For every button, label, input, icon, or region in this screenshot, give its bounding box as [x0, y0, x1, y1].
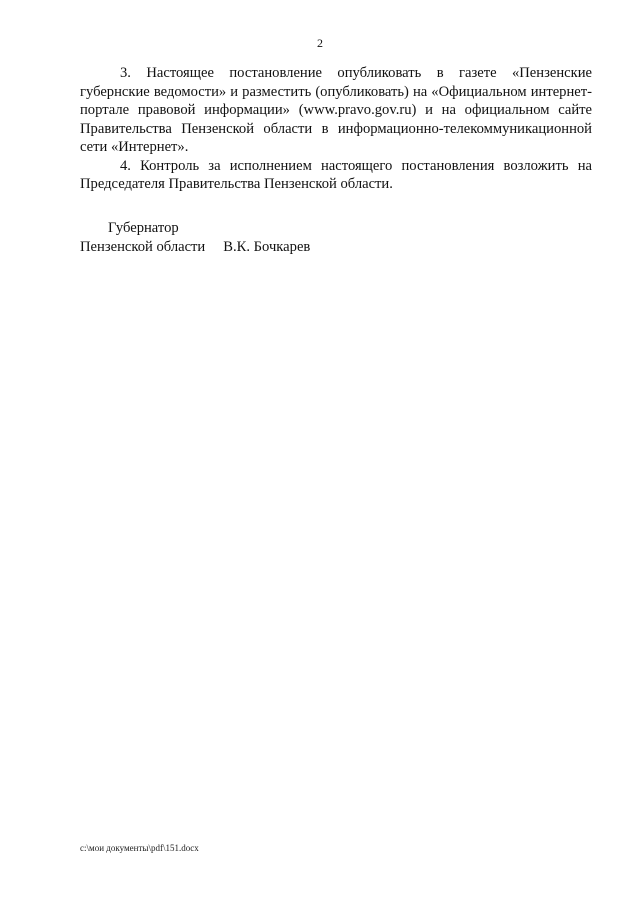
document-body	[80, 64, 592, 194]
signatory-name: В.К. Бочкарев	[223, 238, 311, 255]
signature-position-title: Губернатор	[108, 220, 179, 236]
page-number: 2	[317, 36, 323, 50]
signature-region: Пензенской области	[80, 238, 206, 255]
paragraph-3: 3. Настоящее постановление опубликовать в газете «Пензенские губернские ведомости» и разместить (опубликовать) на «Официальном интернет-портале правовой информации» (www.pravo.gov.ru) и на официальном сайте Правительства Пензенской области в информационно-телекоммуникационной сети «Интернет».	[80, 65, 592, 155]
signature-line	[80, 238, 310, 257]
signature-block	[80, 219, 310, 256]
footer-file-path: c:\мои документы\pdf\151.docx	[80, 843, 199, 853]
paragraph-4: 4. Контроль за исполнением настоящего постановления возложить на Председателя Правительства Пензенской области.	[80, 157, 592, 192]
